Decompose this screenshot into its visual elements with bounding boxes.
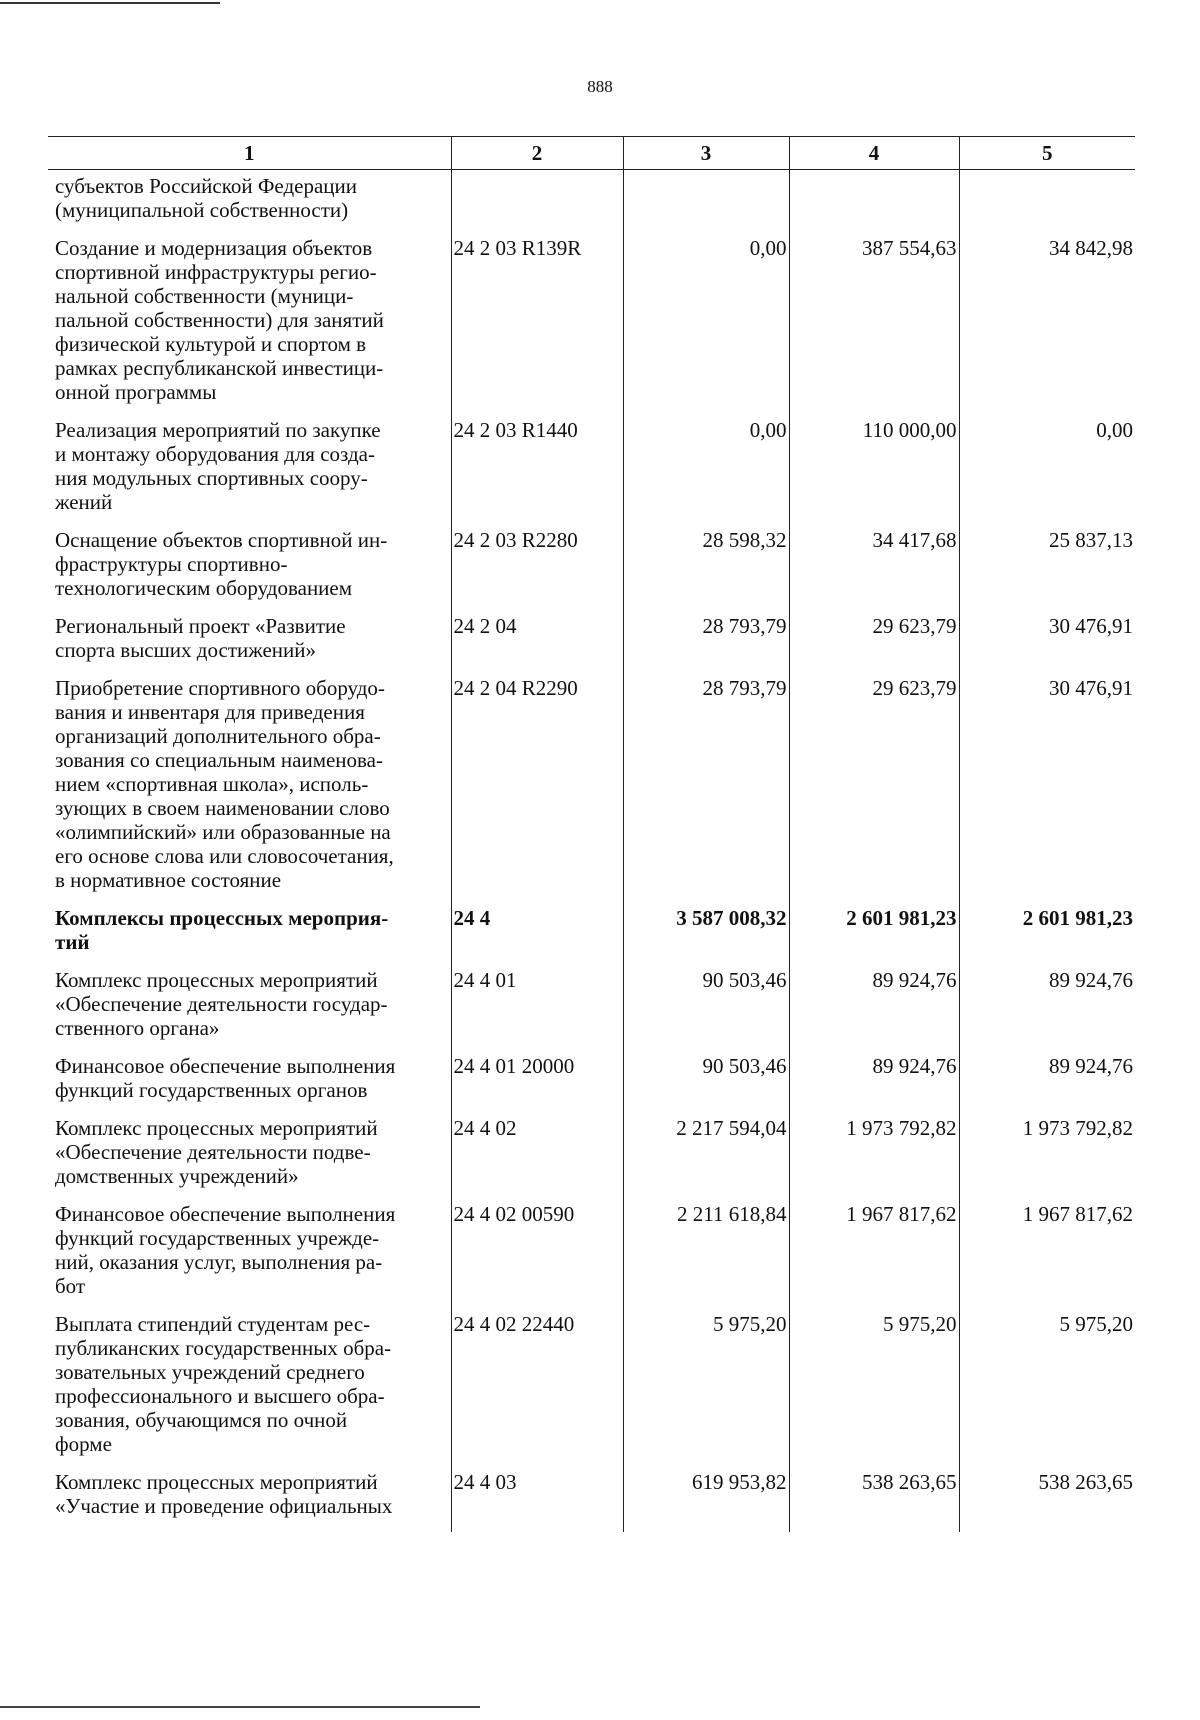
- page-number: 888: [587, 77, 613, 96]
- row-value-col4: 89 924,76: [789, 1054, 959, 1116]
- row-name-line: ния модульных спортивных соору-: [55, 466, 368, 490]
- row-code: 24 2 03 R2280: [451, 528, 623, 614]
- table-row: [48, 968, 1135, 1054]
- row-name-line: Комплекс процессных мероприятий: [55, 968, 378, 992]
- row-name-line: спорта высших достижений»: [55, 638, 317, 662]
- row-value-col5: 89 924,76: [959, 1054, 1135, 1116]
- row-name-line: спортивной инфраструктуры регио-: [55, 260, 377, 284]
- row-value-col4: 387 554,63: [789, 236, 959, 418]
- row-name-line: зования, обучающимся по очной: [55, 1408, 348, 1432]
- row-name: [48, 676, 451, 906]
- row-name-line: «Обеспечение деятельности подве-: [55, 1140, 371, 1164]
- row-value-col5: 1 967 817,62: [959, 1202, 1135, 1312]
- row-name-line: функций государственных органов: [55, 1078, 368, 1102]
- table-row: [48, 676, 1135, 906]
- row-name-line: и монтажу оборудования для созда-: [55, 442, 375, 466]
- row-name-line: зовательных учреждений среднего: [55, 1360, 365, 1384]
- row-name-line: Оснащение объектов спортивной ин-: [55, 528, 388, 552]
- row-name: [48, 1202, 451, 1312]
- row-name-line: в нормативное состояние: [55, 868, 282, 892]
- row-name-line: пальной собственности) для занятий: [55, 308, 384, 332]
- table-row: [48, 1054, 1135, 1116]
- row-code: 24 4: [451, 906, 623, 968]
- row-name-line: организаций дополнительного обра-: [55, 724, 381, 748]
- row-code: 24 4 01: [451, 968, 623, 1054]
- row-name-line: «Обеспечение деятельности государ-: [55, 992, 388, 1016]
- row-name-line: вания и инвентаря для приведения: [55, 700, 365, 724]
- row-name-line: Выплата стипендий студентам рес-: [55, 1312, 371, 1336]
- row-code: 24 2 03 R1440: [451, 418, 623, 528]
- row-value-col5: 30 476,91: [959, 676, 1135, 906]
- row-value-col3: 3 587 008,32: [623, 906, 789, 968]
- row-value-col3: 0,00: [623, 418, 789, 528]
- row-name-line: ний, оказания услуг, выполнения ра-: [55, 1250, 383, 1274]
- row-name: [48, 1054, 451, 1116]
- row-value-col5: [959, 170, 1135, 237]
- row-value-col3: 2 211 618,84: [623, 1202, 789, 1312]
- row-name: [48, 1312, 451, 1470]
- row-name-line: онной программы: [55, 380, 217, 404]
- row-value-col4: 29 623,79: [789, 676, 959, 906]
- column-header-2: 2: [451, 137, 623, 170]
- row-value-col4: 29 623,79: [789, 614, 959, 676]
- row-code: 24 2 04 R2290: [451, 676, 623, 906]
- row-name: [48, 418, 451, 528]
- table-row: [48, 170, 1135, 237]
- row-value-col3: 0,00: [623, 236, 789, 418]
- row-name: [48, 1116, 451, 1202]
- row-name: [48, 170, 451, 237]
- row-name-line: бот: [55, 1274, 86, 1298]
- row-name-line: Комплекс процессных мероприятий: [55, 1116, 378, 1140]
- row-code: 24 2 04: [451, 614, 623, 676]
- row-value-col3: 28 793,79: [623, 614, 789, 676]
- column-header-3: 3: [623, 137, 789, 170]
- row-value-col4: 5 975,20: [789, 1312, 959, 1470]
- row-value-col4: 89 924,76: [789, 968, 959, 1054]
- column-header-4: 4: [789, 137, 959, 170]
- row-value-col4: 2 601 981,23: [789, 906, 959, 968]
- row-value-col5: 2 601 981,23: [959, 906, 1135, 968]
- row-name-line: нием «спортивная школа», исполь-: [55, 772, 369, 796]
- row-name: [48, 614, 451, 676]
- row-value-col5: 538 263,65: [959, 1470, 1135, 1532]
- table-row: [48, 614, 1135, 676]
- row-name-line: физической культурой и спортом в: [55, 332, 367, 356]
- row-name-line: зования со специальным наименова-: [55, 748, 383, 772]
- row-name-line: тий: [55, 930, 90, 954]
- row-name: [48, 968, 451, 1054]
- row-value-col4: 110 000,00: [789, 418, 959, 528]
- table-row: [48, 418, 1135, 528]
- row-name-line: «олимпийский» или образованные на: [55, 820, 391, 844]
- column-header-5: 5: [959, 137, 1135, 170]
- row-name-line: публиканских государственных обра-: [55, 1336, 392, 1360]
- row-name-line: его основе слова или словосочетания,: [55, 844, 394, 868]
- table-row: [48, 906, 1135, 968]
- row-code: 24 4 01 20000: [451, 1054, 623, 1116]
- row-value-col5: 5 975,20: [959, 1312, 1135, 1470]
- row-name: [48, 528, 451, 614]
- row-code: [451, 170, 623, 237]
- bottom-edge-rule: [0, 1706, 480, 1708]
- row-name-line: функций государственных учрежде-: [55, 1226, 380, 1250]
- row-value-col5: 1 973 792,82: [959, 1116, 1135, 1202]
- row-value-col3: 5 975,20: [623, 1312, 789, 1470]
- table-row: [48, 528, 1135, 614]
- row-code: 24 4 02: [451, 1116, 623, 1202]
- table-row: [48, 1202, 1135, 1312]
- row-value-col4: 1 973 792,82: [789, 1116, 959, 1202]
- table-body: [48, 170, 1135, 1533]
- table-row: [48, 1470, 1135, 1532]
- row-value-col4: [789, 170, 959, 237]
- top-edge-rule: [0, 2, 220, 4]
- row-value-col3: 90 503,46: [623, 968, 789, 1054]
- row-name-line: рамках республиканской инвестици-: [55, 356, 384, 380]
- row-name-line: нальной собственности (муници-: [55, 284, 354, 308]
- row-value-col3: 619 953,82: [623, 1470, 789, 1532]
- row-name-line: форме: [55, 1432, 112, 1456]
- row-name-line: Комплексы процессных мероприя-: [55, 906, 389, 930]
- row-code: 24 4 02 22440: [451, 1312, 623, 1470]
- row-name-line: технологическим оборудованием: [55, 576, 353, 600]
- row-name-line: Приобретение спортивного оборудо-: [55, 676, 385, 700]
- row-value-col5: 0,00: [959, 418, 1135, 528]
- row-name-line: домственных учреждений»: [55, 1164, 299, 1188]
- row-name-line: ственного органа»: [55, 1016, 220, 1040]
- row-value-col4: 34 417,68: [789, 528, 959, 614]
- row-value-col5: 25 837,13: [959, 528, 1135, 614]
- row-name-line: Финансовое обеспечение выполнения: [55, 1054, 396, 1078]
- row-name-line: субъектов Российской Федерации: [55, 174, 358, 198]
- row-value-col5: 34 842,98: [959, 236, 1135, 418]
- row-name-line: (муниципальной собственности): [55, 198, 349, 222]
- row-value-col5: 30 476,91: [959, 614, 1135, 676]
- row-code: 24 2 03 R139R: [451, 236, 623, 418]
- table-header-row: [48, 137, 1135, 170]
- row-name-line: «Участие и проведение официальных: [55, 1494, 393, 1518]
- row-value-col4: 538 263,65: [789, 1470, 959, 1532]
- row-value-col3: [623, 170, 789, 237]
- row-value-col3: 90 503,46: [623, 1054, 789, 1116]
- row-name-line: Финансовое обеспечение выполнения: [55, 1202, 396, 1226]
- row-value-col5: 89 924,76: [959, 968, 1135, 1054]
- row-name-line: Реализация мероприятий по закупке: [55, 418, 381, 442]
- row-name-line: Комплекс процессных мероприятий: [55, 1470, 378, 1494]
- row-value-col4: 1 967 817,62: [789, 1202, 959, 1312]
- row-name-line: профессионального и высшего обра-: [55, 1384, 385, 1408]
- table-row: [48, 1116, 1135, 1202]
- row-name-line: фраструктуры спортивно-: [55, 552, 288, 576]
- row-code: 24 4 02 00590: [451, 1202, 623, 1312]
- row-name-line: зующих в своем наименовании слово: [55, 796, 390, 820]
- row-value-col3: 2 217 594,04: [623, 1116, 789, 1202]
- row-name: [48, 906, 451, 968]
- row-value-col3: 28 598,32: [623, 528, 789, 614]
- row-name-line: Региональный проект «Развитие: [55, 614, 346, 638]
- budget-table: [48, 136, 1135, 1532]
- table-row: [48, 1312, 1135, 1470]
- row-name: [48, 236, 451, 418]
- row-value-col3: 28 793,79: [623, 676, 789, 906]
- row-name-line: Создание и модернизация объектов: [55, 236, 373, 260]
- table-row: [48, 236, 1135, 418]
- row-name: [48, 1470, 451, 1532]
- column-header-1: 1: [48, 137, 451, 170]
- row-name-line: жений: [55, 490, 113, 514]
- row-code: 24 4 03: [451, 1470, 623, 1532]
